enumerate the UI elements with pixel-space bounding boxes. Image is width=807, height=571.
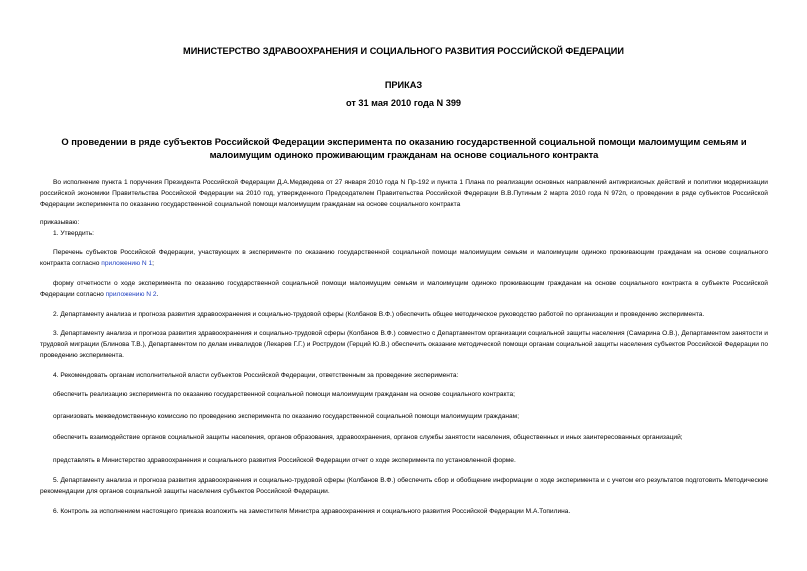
item-4b: организовать межведомственную комиссию по проведению эксперимента по оказанию государственной социальной помощи малоимущим гражданам; bbox=[53, 413, 520, 420]
document-title: О проведении в ряде субъектов Российской Федерации эксперимента по оказанию государственной социальной помощи малоимущим семьям и малоимущим одиноко проживающим гражданам на основе социального контракта bbox=[61, 136, 747, 160]
item-4a: обеспечить реализацию эксперимента по оказанию государственной социальной помощи малоимущим гражданам на основе социального контракта; bbox=[53, 391, 515, 398]
item-6: 6. Контроль за исполнением настоящего приказа возложить на заместителя Министра здравоохранения и социального развития Российской Федерации М.А.Топилина. bbox=[53, 508, 571, 515]
item-1b-text: форму отчетности о ходе эксперимента по оказанию государственной социальной помощи малоимущим семьям и малоимущим одиноко проживающим гражданам на основе социального контракта в субъекте Российской Федерации согласно bbox=[40, 280, 768, 298]
order-heading: ПРИКАЗ bbox=[384, 80, 423, 90]
item-1: 1. Утвердить: bbox=[53, 230, 94, 237]
appendix-1-link[interactable]: приложению N 1 bbox=[101, 259, 153, 267]
ministry-heading: МИНИСТЕРСТВО ЗДРАВООХРАНЕНИЯ И СОЦИАЛЬНОГО РАЗВИТИЯ РОССИЙСКОЙ ФЕДЕРАЦИИ bbox=[183, 46, 624, 56]
item-1a-text: Перечень субъектов Российской Федерации, участвующих в эксперименте по оказанию государственной социальной помощи малоимущим семьям и малоимущим одиноко проживающим гражданам на основе социального контракта согласно bbox=[40, 249, 768, 267]
item-1b-end: . bbox=[156, 290, 159, 298]
item-4: 4. Рекомендовать органам исполнительной власти субъектов Российской Федерации, ответственным за проведение эксперимента: bbox=[53, 372, 459, 379]
item-1a bbox=[40, 248, 768, 270]
item-1b bbox=[40, 279, 768, 301]
intro-paragraph: Во исполнение пункта 1 поручения Президента Российской Федерации Д.А.Медведева от 27 января 2010 года N Пр-192 и пункта 1 Плана по реализации основных направлений антикризисных действий и политики модернизации российской экономики Правительства Российской Федерации на 2010 год, утвержденного Председателем Правительства Российской Федерации В.В.Путиным 2 марта 2010 года N 972п, о проведении в ряде субъектов Российской Федерации эксперимента по оказанию государственной социальной помощи малоимущим гражданам на основе социального контракта bbox=[40, 179, 768, 208]
appendix-2-link[interactable]: приложению N 2 bbox=[105, 290, 157, 298]
item-4d: представлять в Министерство здравоохранения и социального развития Российской Федерации отчет о ходе эксперимента по установленной форме. bbox=[53, 457, 516, 464]
item-5: 5. Департаменту анализа и прогноза развития здравоохранения и социально-трудовой сферы (Колбанов В.Ф.) обеспечить сбор и обобщение информации о ходе эксперимента и с учетом его результатов подготовить Методические рекомендации для органов социальной защиты населения субъектов Российской Федерации. bbox=[40, 477, 768, 495]
order-word: приказываю: bbox=[40, 219, 80, 226]
item-4c: обеспечить взаимодействие органов социальной защиты населения, органов образования, здравоохранения, органов службы занятости населения, общественных и иных заинтересованных организаций; bbox=[53, 434, 683, 441]
item-1a-end: ; bbox=[152, 259, 155, 267]
item-2: 2. Департаменту анализа и прогноза развития здравоохранения и социально-трудовой сферы (Колбанов В.Ф.) обеспечить общее методическое руководство работой по организации и проведению эксперимента. bbox=[53, 311, 705, 318]
item-3: 3. Департаменту анализа и прогноза развития здравоохранения и социально-трудовой сферы (Колбанов В.Ф.) совместно с Департаментом организации социальной защиты населения (Самарина О.В.), Департаментом занятости и трудовой миграции (Блинова Т.В.), Департаментом по делам инвалидов (Лекарев Г.Г.) и Рострудом (Герций Ю.В.) обеспечить оказание методической помощи органам социальной защиты населения субъектов Российской Федерации по проведению эксперимента. bbox=[40, 330, 768, 359]
order-date-number: от 31 мая 2010 года N 399 bbox=[345, 98, 462, 108]
